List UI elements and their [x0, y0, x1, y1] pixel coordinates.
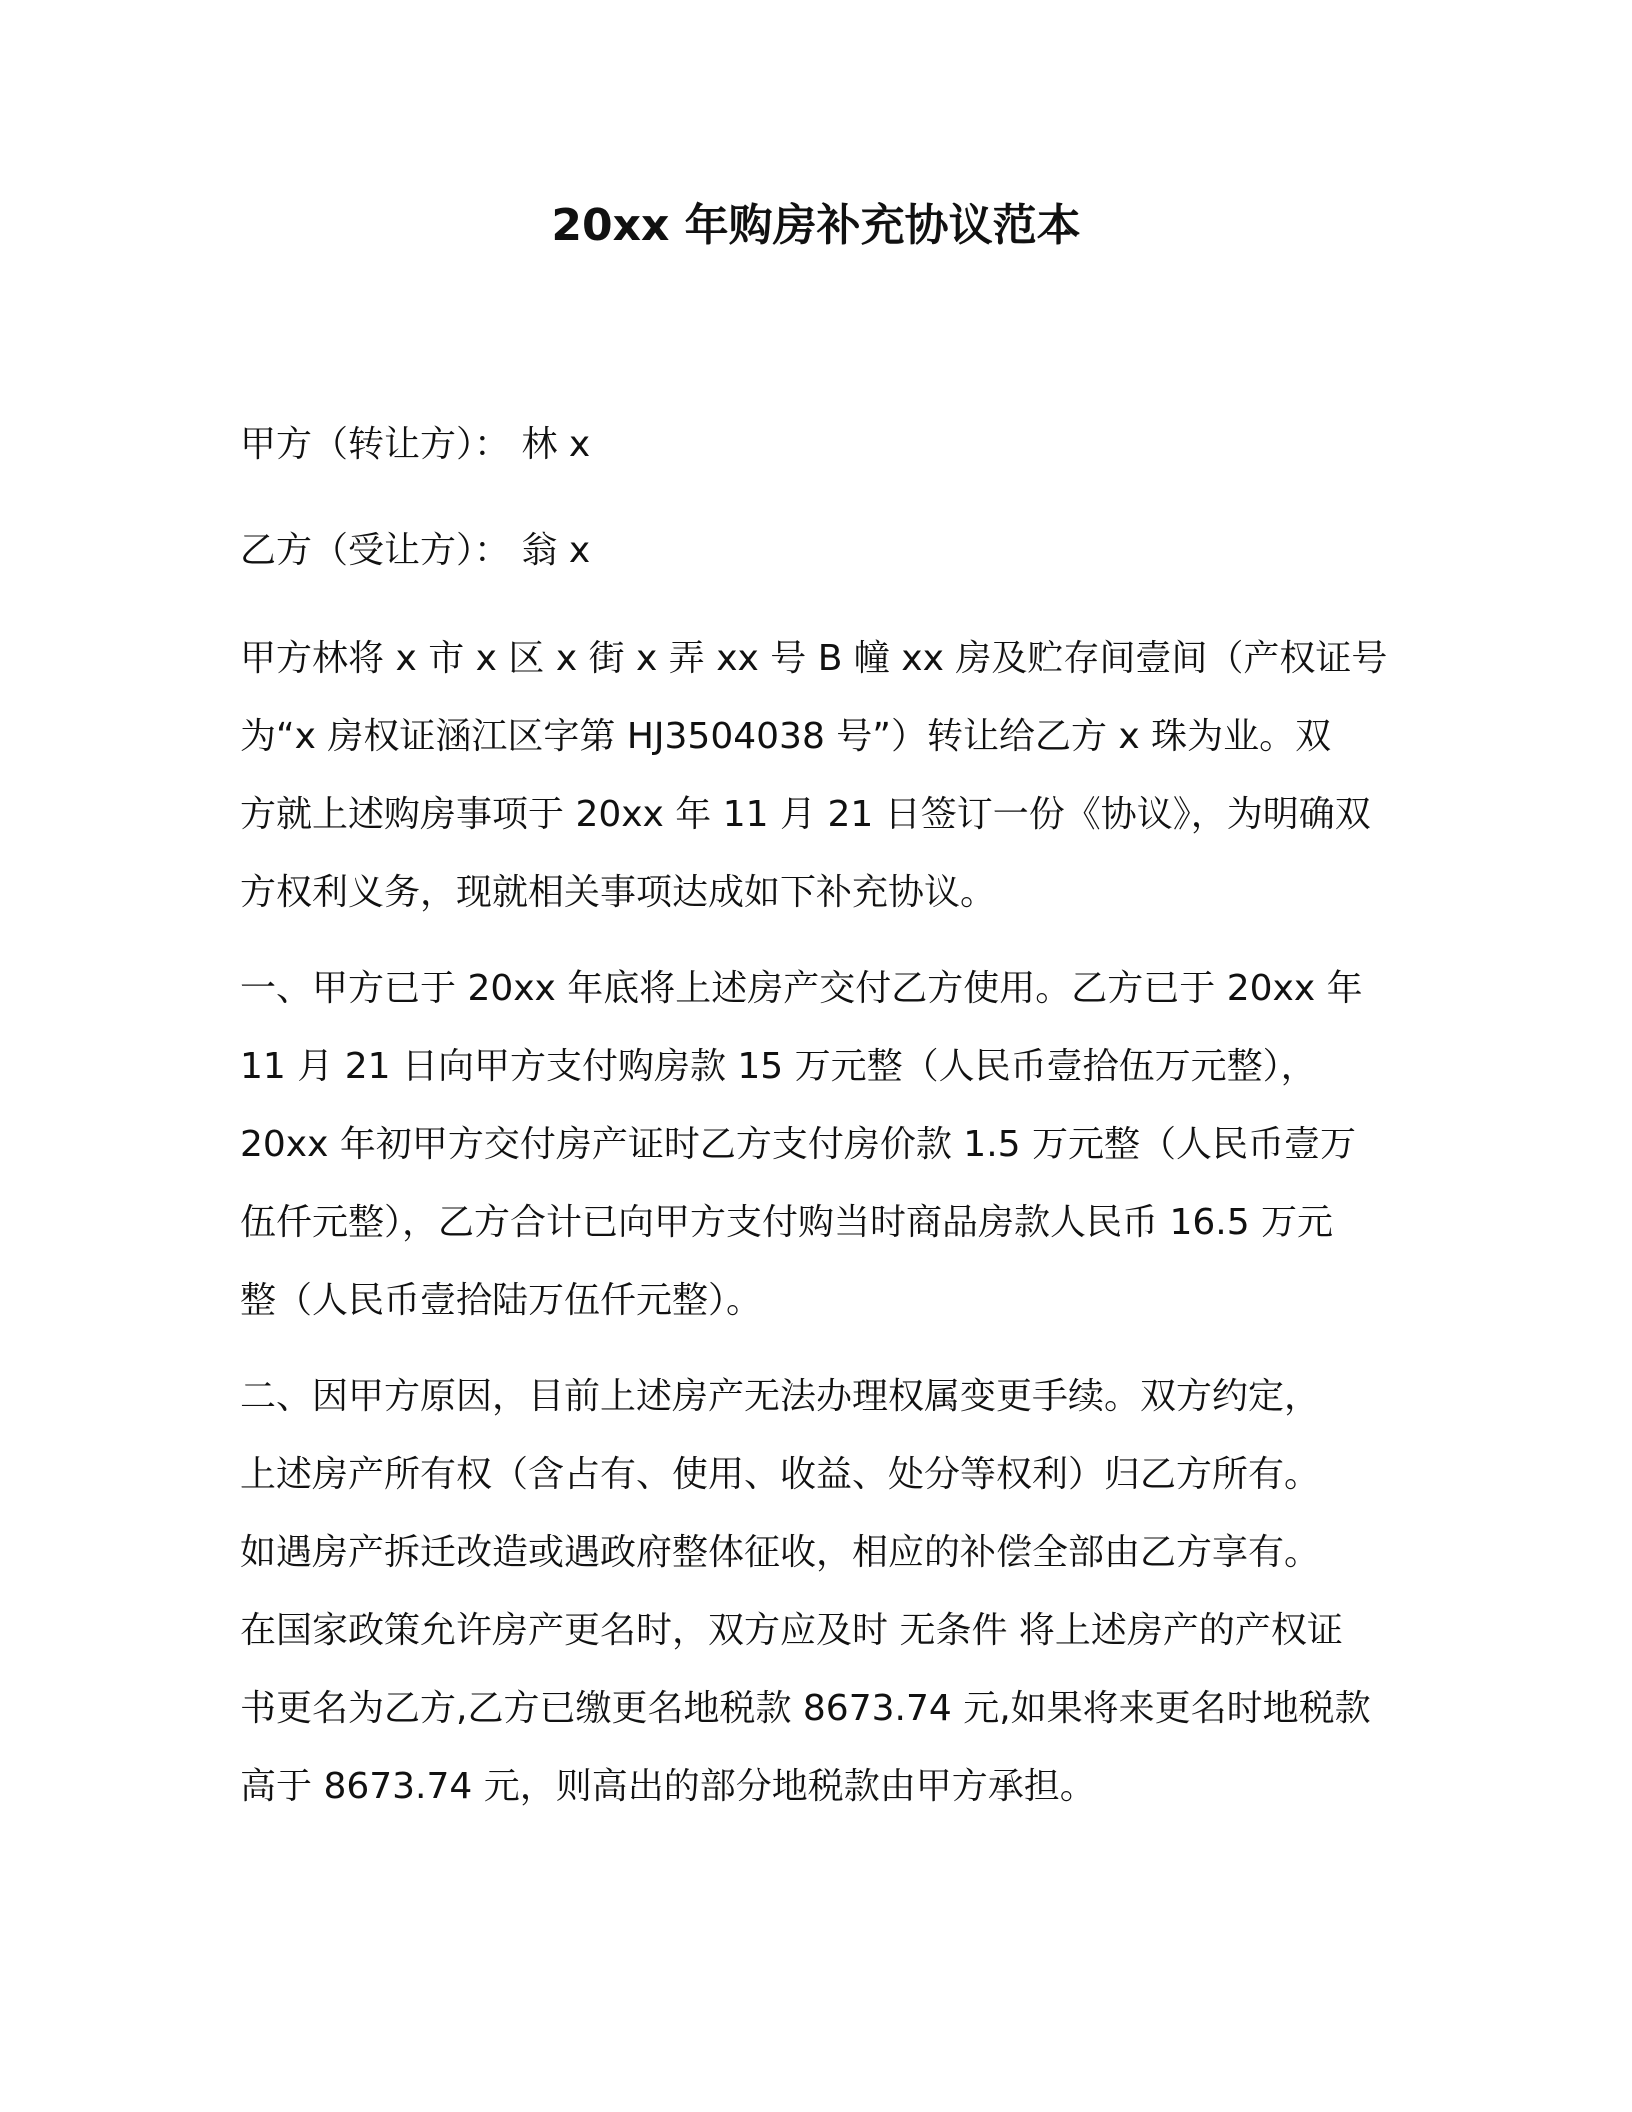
clause-1-line: 整（人民币壹拾陆万伍仟元整）。 [240, 1280, 763, 1321]
clause-2-line: 书更名为乙方,乙方已缴更名地税款 8673.74 元,如果将来更名时地税款 [240, 1688, 1371, 1729]
clause-1-line: 伍仟元整），乙方合计已向甲方支付购当时商品房款人民币 16.5 万元 [240, 1202, 1334, 1243]
intro-line: 甲方林将 x 市 x 区 x 街 x 弄 xx 号 B 幢 xx 房及贮存间壹间（产权证号 [240, 638, 1388, 679]
clause-2-line: 高于 8673.74 元，则高出的部分地税款由甲方承担。 [240, 1766, 1096, 1807]
clause-2-line: 如遇房产拆迁改造或遇政府整体征收，相应的补偿全部由乙方享有。 [240, 1532, 1321, 1573]
clause-1-line: 20xx 年初甲方交付房产证时乙方支付房价款 1.5 万元整（人民币壹万 [240, 1124, 1357, 1165]
party-a-line: 甲方（转让方）： 林 x [240, 424, 591, 465]
clause-2-line: 在国家政策允许房产更名时，双方应及时 无条件 将上述房产的产权证 [240, 1610, 1343, 1651]
clause-1-paragraph [240, 950, 1400, 1340]
intro-paragraph [240, 620, 1400, 932]
clause-2-line: 二、因甲方原因，目前上述房产无法办理权属变更手续。双方约定， [240, 1376, 1321, 1417]
intro-line: 方就上述购房事项于 20xx 年 11 月 21 日签订一份《协议》，为明确双 [240, 794, 1371, 835]
clause-1-line: 11 月 21 日向甲方支付购房款 15 万元整（人民币壹拾伍万元整）， [240, 1046, 1317, 1087]
clause-1-line: 一、甲方已于 20xx 年底将上述房产交付乙方使用。乙方已于 20xx 年 [240, 968, 1363, 1009]
intro-line: 方权利义务，现就相关事项达成如下补充协议。 [240, 872, 997, 913]
intro-line: 为“x 房权证涵江区字第 HJ3504038 号”）转让给乙方 x 珠为业。双 [240, 716, 1332, 757]
clause-2-line: 上述房产所有权（含占有、使用、收益、处分等权利）归乙方所有。 [240, 1454, 1321, 1495]
document-title: 20xx 年购房补充协议范本 [551, 200, 1081, 251]
clause-2-paragraph [240, 1358, 1400, 1826]
party-b-line: 乙方（受让方）： 翁 x [240, 530, 591, 571]
